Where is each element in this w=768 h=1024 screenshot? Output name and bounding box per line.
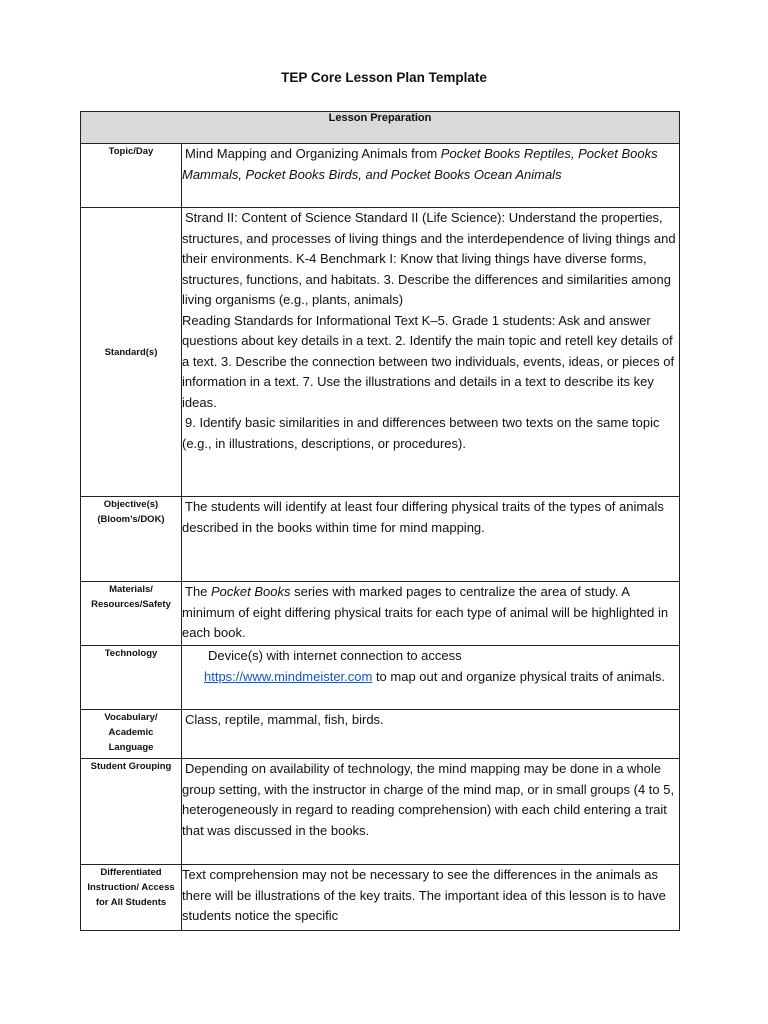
topic-content <box>182 144 680 208</box>
standards-science: Strand II: Content of Science Standard II (Life Science): Understand the properties, structures, and processes of living things and the interdependence of living things and their environments. K-4 Benchmark I: Know that living things have diverse forms, structures, functions, and habitats. 3. Describe the differences and similarities among living organisms (e.g., plants, animals) <box>182 210 676 307</box>
table-row-grouping <box>81 759 680 865</box>
table-row-technology <box>81 646 680 710</box>
objectives-content <box>182 497 680 582</box>
mindmeister-link[interactable]: https://www.mindmeister.com <box>204 668 373 684</box>
vocabulary-text: Class, reptile, mammal, fish, birds. <box>185 712 384 727</box>
vocabulary-label: Vocabulary/ Academic Language <box>81 710 182 759</box>
standards-content <box>182 208 680 497</box>
topic-label: Topic/Day <box>81 144 182 208</box>
differentiated-content <box>182 865 680 931</box>
topic-books: Pocket Books Reptiles, Pocket Books Mammals, Pocket Books Birds, and Pocket Books Ocean Animals <box>182 146 658 182</box>
grouping-content <box>182 759 680 865</box>
table-row-differentiated <box>81 865 680 931</box>
table-row-standards <box>81 208 680 497</box>
standards-label: Standard(s) <box>81 208 182 497</box>
table-row-materials <box>81 582 680 646</box>
table-row-topic <box>81 144 680 208</box>
document-title: TEP Core Lesson Plan Template <box>281 70 487 85</box>
table-row-objectives <box>81 497 680 582</box>
lesson-preparation-header: Lesson Preparation <box>81 112 680 144</box>
materials-series-title: Pocket Books <box>211 584 291 599</box>
materials-content: The Pocket Books series with marked pages to centralize the area of study. A minimum of eight differing physical traits for each type of animal will be highlighted in each book. <box>182 582 680 646</box>
lesson-plan-table <box>80 111 680 931</box>
technology-content: Device(s) with internet connection to access https://www.mindmeister.com to map out and organize physical traits of animals. <box>182 646 680 710</box>
technology-text: Device(s) with internet connection to access <box>208 648 462 663</box>
table-header-row <box>81 112 680 144</box>
materials-label: Materials/ Resources/Safety <box>81 582 182 646</box>
differentiated-text: Text comprehension may not be necessary to see the differences in the animals as there will be illustrations of the key traits. The important idea of this lesson is to have students notice the specific <box>182 867 666 923</box>
objectives-text: The students will identify at least four differing physical traits of the types of animals described in the books within time for mind mapping. <box>182 499 664 535</box>
differentiated-label: Differentiated Instruction/ Access for All Students <box>81 865 182 931</box>
grouping-text: Depending on availability of technology, the mind mapping may be done in a whole group setting, with the instructor in charge of the mind map, or in small groups (4 to 5, heterogeneously in regard to reading comprehension) with each child entering a trait that was discussed in the books. <box>182 761 675 838</box>
standards-reading: Reading Standards for Informational Text K–5. Grade 1 students: Ask and answer questions about key details in a text. 2. Identify the main topic and retell key details of a text. 3. Describe the connection between two individuals, events, ideas, or pieces of information in a text. 7. Use the illustrations and details in a text to describe its key ideas. <box>182 312 675 410</box>
topic-text: Mind Mapping and Organizing Animals from <box>185 146 441 161</box>
vocabulary-content <box>182 710 680 759</box>
standards-comparison: 9. Identify basic similarities in and differences between two texts on the same topic (e.g., in illustrations, descriptions, or procedures). <box>182 415 660 451</box>
table-row-vocabulary <box>81 710 680 759</box>
grouping-label: Student Grouping <box>81 759 182 865</box>
objectives-label: Objective(s) (Bloom’s/DOK) <box>81 497 182 582</box>
technology-label: Technology <box>81 646 182 710</box>
